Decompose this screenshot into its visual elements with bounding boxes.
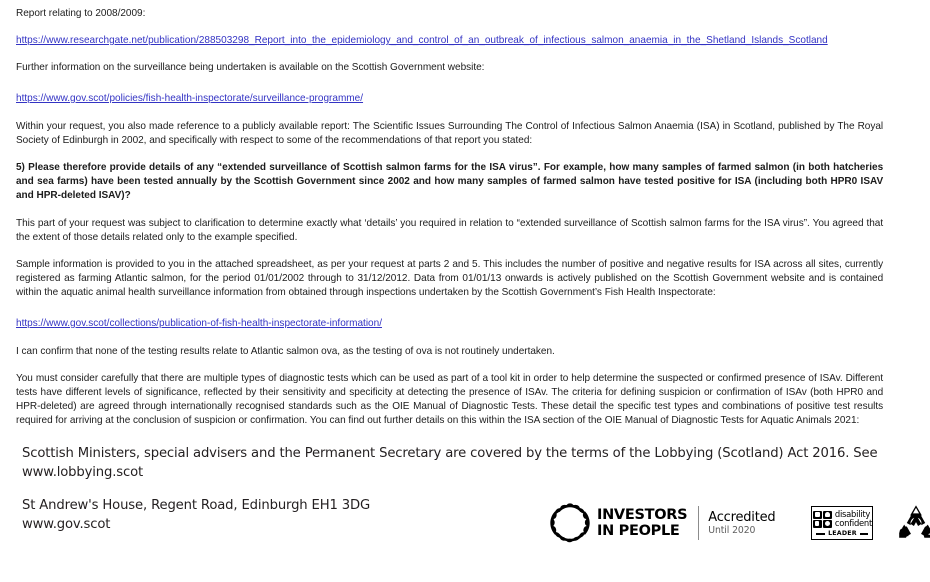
accessibility-symbol-icon [813,511,822,519]
document-body [16,6,924,441]
vision-symbol-icon [823,520,832,528]
ova-paragraph: I can confirm that none of the testing results relate to Atlantic salmon ova, as the testing of ova is not routinely undertaken. [16,344,555,357]
surveillance-intro-paragraph: Further information on the surveillance being undertaken is available on the Scottish Government website: [16,61,485,74]
website-line: www.gov.scot [22,517,111,532]
surveillance-programme-link[interactable]: https://www.gov.scot/policies/fish-health-inspectorate/surveillance-programme/ [16,91,364,104]
accredited-until-label: Until 2020 [708,524,756,536]
surveillance-link-line [16,88,883,106]
disability-confident-top [813,510,872,529]
disability-confident-level-row [816,530,868,537]
laurel-wreath-icon [548,502,592,544]
investors-in-people-wordmark [597,507,687,539]
dc-line-2: confident [834,518,873,528]
researchgate-link-line [16,33,883,47]
hearing-symbol-icon [813,520,822,528]
disability-confident-wordmark [835,510,872,529]
fhi-information-link[interactable]: https://www.gov.scot/collections/publication-of-fish-health-inspectorate-information/ [16,316,383,329]
page-footer [0,438,930,582]
logo-divider [698,506,699,540]
clarification-paragraph: This part of your request was subject to clarification to determine exactly what ‘details’ you required in relation to “extended surveillance of Scottish salmon farms for the ISA virus”. You agreed that the extent of those details related only to the example specified. [16,216,884,243]
disability-symbols-grid [813,511,832,528]
accredited-label: Accredited [708,509,776,525]
iip-line-1: INVESTORS [597,507,688,523]
collections-link-line [16,313,883,331]
intro-label: Report relating to 2008/2009: [16,7,146,19]
rule-right [860,533,869,534]
wheelchair-symbol-icon [823,511,832,519]
dc-line-1: disability [834,508,871,519]
lobbying-notice: Scottish Ministers, special advisers and the Permanent Secretary are covered by the terms of the Lobbying (Scotland) Act 2016. See www.lobbying.scot [22,446,878,480]
question-5-paragraph: 5) Please therefore provide details of any “extended surveillance of Scottish salmon farms for the ISA virus”. For example, how many samples of farmed salmon (in both hatcheries and sea farms) have been tested annually by the Scottish Government since 2002 and how many samples of farmed salmon have tested positive for ISA (including both HPR0 ISAV and HPR-deleted ISAV)? [16,161,884,202]
dc-level-label: LEADER [828,530,857,538]
address-line: St Andrew's House, Regent Road, Edinburgh EH1 3DG [22,498,371,513]
investors-in-people-logo [548,500,775,546]
diagnostic-tests-paragraph: You must consider carefully that there are multiple types of diagnostic tests which can be used as part of a tool kit in order to help determine the suspected or confirmed presence of ISAv. Different tests have different levels of significance, reflected by their sensitivity and specificity at detecting the presence of ISAv. The criteria for defining suspicion or confirmation of ISAv (both HPR0 and HPR-deleted) are agreed through internationally recognised standards such as the OIE Manual of Diagnostic Tests. These detail the specific test types and combinations of positive test results required for arriving at the conclusion of suspicion or confirmation. You can find out further details on this within the ISA section of the OIE Manual of Diagnostic Tests for Aquatic Animals 2021: [16,371,884,427]
iip-line-2: IN PEOPLE [597,523,680,539]
sample-information-paragraph: Sample information is provided to you in the attached spreadsheet, as per your request at parts 2 and 5. This includes the number of positive and negative results for ISA across all sites, currently registered as farming Atlantic salmon, for the period 01/01/2002 through to 31/12/2012. Data from 01/01/13 onwards is actively published on the Scottish Government website and is contained within the aquatic animal health surveillance information from obtained through inspections undertaken by the Scottish Government’s Fish Health Inspectorate: [16,258,884,299]
accreditation-status [708,510,775,537]
researchgate-link[interactable]: https://www.researchgate.net/publication/288503298_Report_into_the_epidemiology_and_control_of_an_outbreak_of_infectious_salmon_anaemia_in_the_Shetland_Islands_Scotland [16,34,828,47]
disability-confident-logo [811,506,873,541]
rse-report-paragraph: Within your request, you also made reference to a publicly available report: The Scientific Issues Surrounding The Control of Infectious Salmon Anaemia (ISA) in Scotland, published by The Royal Society of Edinburgh in 2002, and specifically with respect to some of the recommendations of that report you stated: [16,119,884,146]
office-address [22,496,542,534]
accreditation-logos [548,496,930,550]
recycling-icon [895,502,930,544]
rule-left [816,533,825,534]
